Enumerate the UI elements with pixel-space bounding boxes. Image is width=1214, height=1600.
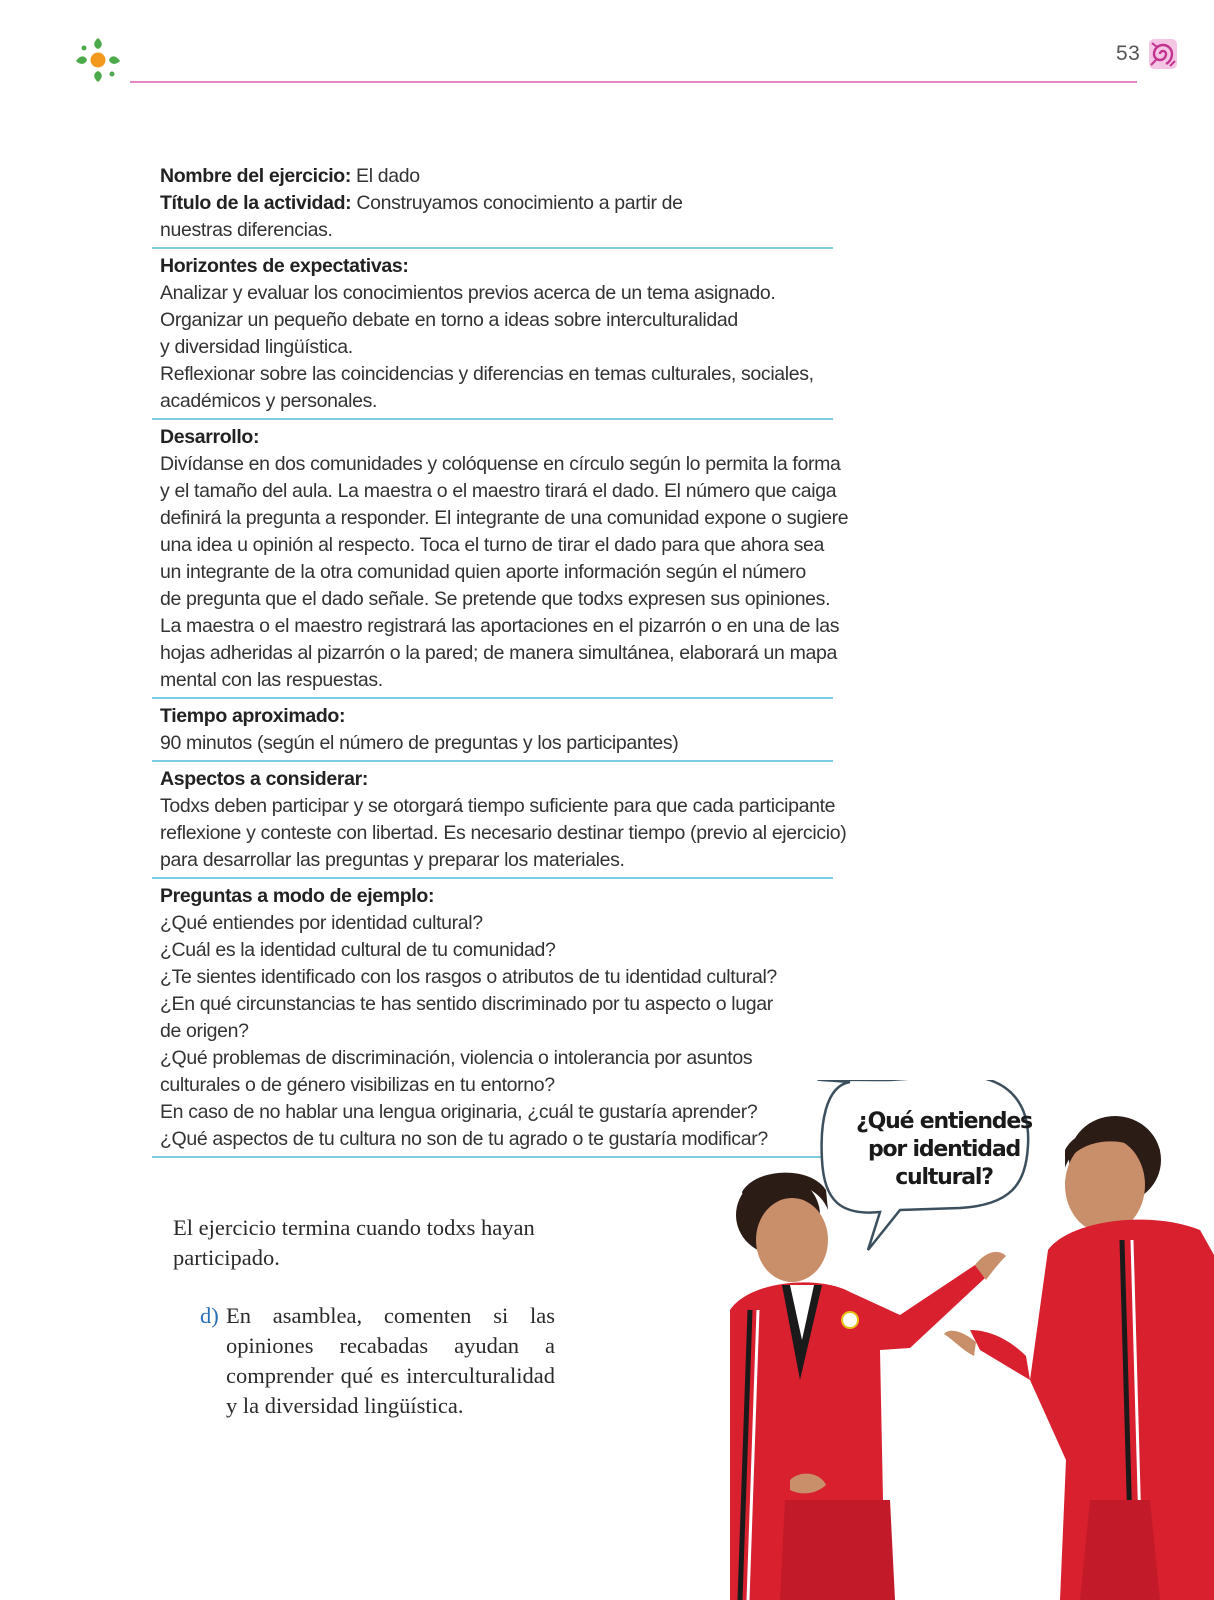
- horizons-line: Reflexionar sobre las coincidencias y diferencias en temas culturales, sociales,: [160, 363, 814, 385]
- question-line: ¿Qué entiendes por identidad cultural?: [160, 912, 483, 934]
- questions-label: Preguntas a modo de ejemplo:: [160, 885, 435, 907]
- question-line: ¿En qué circunstancias te has sentido discriminado por tu aspecto o lugar: [160, 993, 773, 1015]
- question-line: ¿Cuál es la identidad cultural de tu comunidad?: [160, 939, 556, 961]
- activity-title-value-cont: nuestras diferencias.: [160, 219, 333, 241]
- closing-line: El ejercicio termina cuando todxs hayan: [173, 1215, 535, 1240]
- section-aspects: [152, 762, 847, 879]
- bubble-line: por identidad: [867, 1137, 1021, 1162]
- section-time: [152, 699, 833, 762]
- section-horizons: [152, 249, 833, 420]
- aspects-label: Aspectos a considerar:: [160, 768, 368, 790]
- horizons-line: y diversidad lingüística.: [160, 336, 353, 358]
- pink-spiral-ornament-icon: [1148, 38, 1178, 70]
- horizons-label: Horizontes de expectativas:: [160, 255, 409, 277]
- page-number: 53: [1116, 42, 1141, 65]
- development-line: y el tamaño del aula. La maestra o el maestro tirará el dado. El número que caiga: [160, 480, 837, 502]
- bubble-line: ¿Qué entiendes: [856, 1109, 1032, 1134]
- section-exercise: [152, 163, 833, 249]
- development-line: una idea u opinión al respecto. Toca el turno de tirar el dado para que ahora sea: [160, 534, 825, 556]
- horizons-line: Organizar un pequeño debate en torno a ideas sobre interculturalidad: [160, 309, 738, 331]
- development-line: definirá la pregunta a responder. El integrante de una comunidad expone o sugiere: [160, 507, 849, 529]
- aspects-line: reflexione y conteste con libertad. Es necesario destinar tiempo (previo al ejercicio): [160, 822, 847, 844]
- item-letter: d): [200, 1303, 219, 1328]
- closing-line: participado.: [173, 1245, 280, 1270]
- activity-title-value: Construyamos conocimiento a partir de: [351, 192, 683, 214]
- student-left: [730, 1173, 1006, 1600]
- activity-card: [152, 163, 849, 1158]
- question-line: ¿Qué aspectos de tu cultura no son de tu agrado o te gustaría modificar?: [160, 1128, 768, 1150]
- section-development: [152, 420, 849, 699]
- question-line: culturales o de género visibilizas en tu entorno?: [160, 1074, 555, 1096]
- development-line: hojas adheridas al pizarrón o la pared; de manera simultánea, elaborará un mapa: [160, 642, 837, 664]
- exercise-name-label: Nombre del ejercicio:: [160, 165, 351, 187]
- speech-bubble-text: [852, 1108, 1036, 1192]
- development-line: La maestra o el maestro registrará las aportaciones en el pizarrón o en una de las: [160, 615, 840, 637]
- flower-logo-icon: [72, 34, 124, 86]
- horizons-line: académicos y personales.: [160, 390, 378, 412]
- question-line: ¿Qué problemas de discriminación, violencia o intolerancia por asuntos: [160, 1047, 753, 1069]
- closing-paragraph: [173, 1213, 553, 1273]
- development-label: Desarrollo:: [160, 426, 260, 448]
- development-line: de pregunta que el dado señale. Se pretende que todxs expresen sus opiniones.: [160, 588, 831, 610]
- bubble-line: cultural?: [895, 1165, 993, 1190]
- time-value: 90 minutos (según el número de preguntas y los participantes): [160, 732, 679, 754]
- development-line: un integrante de la otra comunidad quien aporte información según el número: [160, 561, 806, 583]
- development-line: Divídanse en dos comunidades y colóquense en círculo según lo permita la forma: [160, 453, 841, 475]
- item-d-text: En asamblea, comenten si las opiniones recabadas ayudan a comprender qué es interculturalidad y la diversidad lingüística.: [226, 1303, 555, 1418]
- question-line: de origen?: [160, 1020, 249, 1042]
- development-line: mental con las respuestas.: [160, 669, 383, 691]
- activity-title-label: Título de la actividad:: [160, 192, 352, 214]
- aspects-line: para desarrollar las preguntas y preparar los materiales.: [160, 849, 625, 871]
- question-line: ¿Te sientes identificado con los rasgos o atributos de tu identidad cultural?: [160, 966, 777, 988]
- aspects-line: Todxs deben participar y se otorgará tiempo suficiente para que cada participante: [160, 795, 836, 817]
- horizons-line: Analizar y evaluar los conocimientos previos acerca de un tema asignado.: [160, 282, 776, 304]
- time-label: Tiempo aproximado:: [160, 705, 346, 727]
- header-rule: [130, 81, 1137, 83]
- exercise-name-value: El dado: [350, 165, 420, 187]
- activity-item-d: [200, 1301, 555, 1421]
- question-line: En caso de no hablar una lengua originaria, ¿cuál te gustaría aprender?: [160, 1101, 758, 1123]
